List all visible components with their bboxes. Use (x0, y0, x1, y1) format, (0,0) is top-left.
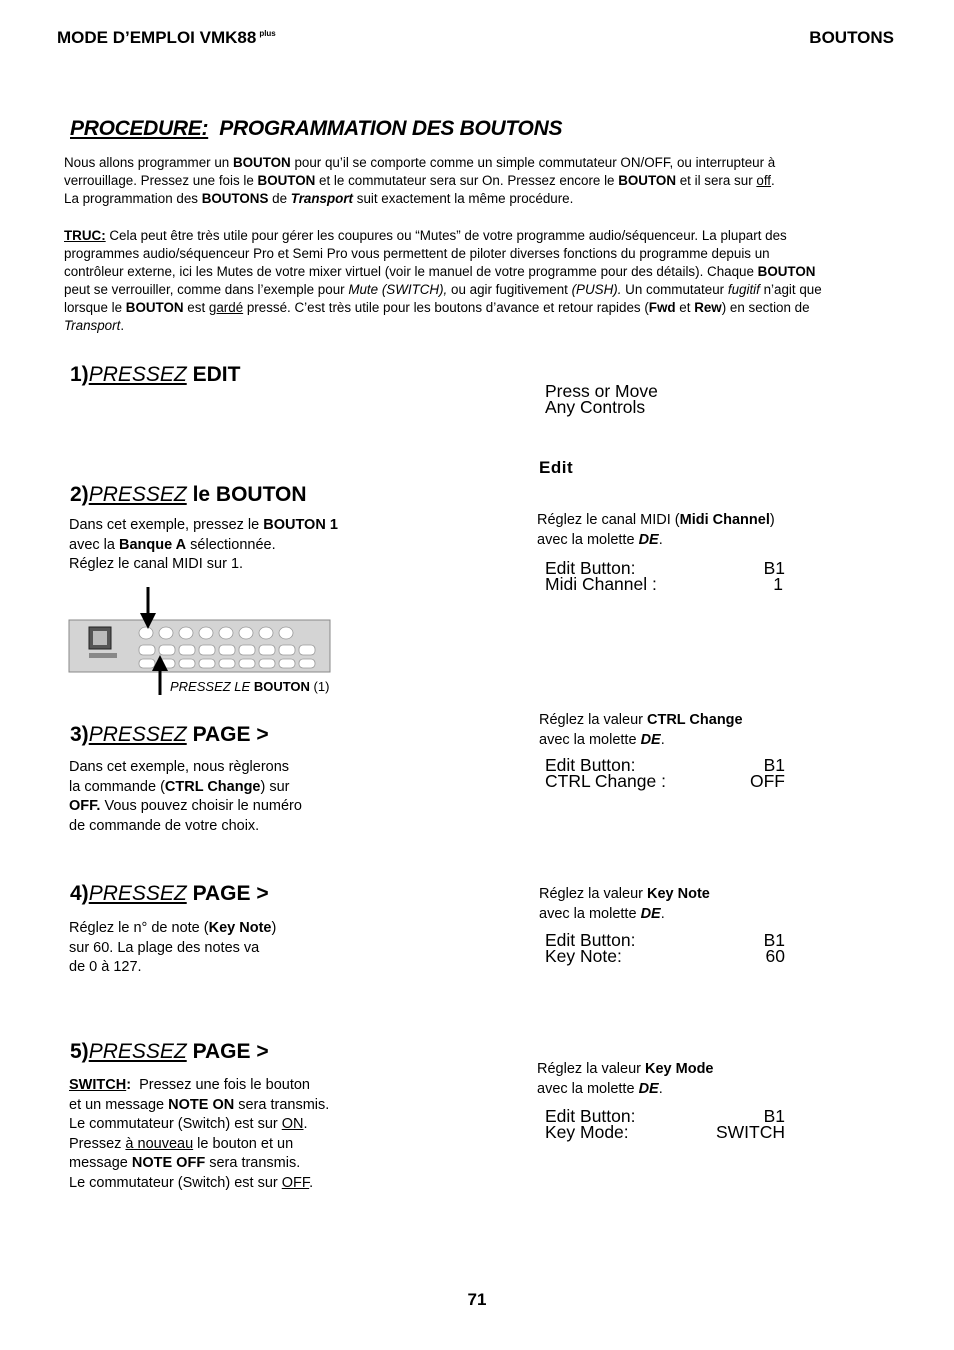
step-1-heading: 1)PRESSEZ EDIT (70, 363, 241, 386)
step-2-heading: 2)PRESSEZ le BOUTON (70, 483, 307, 506)
page-title (70, 117, 562, 141)
tip-label: TRUC: (64, 228, 106, 243)
display-1-line-2: Any Controls (545, 397, 646, 417)
step-3-text: Dans cet exemple, nous règlerons la commande (CTRL Change) sur OFF. Vous pouvez choisir le numéro de commande de votre choix. (69, 759, 302, 834)
step-5-heading: 5)PRESSEZ PAGE > (70, 1040, 269, 1063)
step-2-text: Dans cet exemple, pressez le BOUTON 1 avec la Banque A sélectionnée. Réglez le canal MIDI sur 1. (69, 517, 338, 572)
display-3: Edit Button: B1 CTRL Change : OFF (545, 755, 785, 791)
display-3-note: Réglez la valeur CTRL Change avec la molette DE. (539, 712, 743, 748)
step-4-text: Réglez le n° de note (Key Note) sur 60. La plage des notes va de 0 à 127. (69, 920, 277, 975)
header-sup: plus (259, 29, 276, 39)
display-4-note: Réglez la valeur Key Note avec la molette DE. (539, 886, 710, 922)
header-title (57, 28, 276, 48)
header-section: BOUTONS (809, 28, 894, 47)
step-3-heading: 3)PRESSEZ PAGE > (70, 723, 269, 746)
display-5-note: Réglez la valeur Key Mode avec la molette DE. (537, 1061, 714, 1097)
step-5-text: SWITCH: Pressez une fois le bouton et un message NOTE ON sera transmis. Le commutateur (Switch) est sur ON. Pressez à nouveau le bouton et un message NOTE OFF sera transmis. Le commutateur (Switch) est sur OFF. (69, 1077, 330, 1191)
title-rest: PROGRAMMATION DES BOUTONS (219, 117, 563, 140)
step-4-heading: 4)PRESSEZ PAGE > (70, 882, 269, 905)
tip-paragraph: TRUC: Cela peut être très utile pour gérer les coupures ou “Mutes” de votre programme audio/séquenceur. La plupart des programmes audio/séquenceur Pro et Semi Pro vous permettent de piloter diverses fonctions du programme depuis un contrôleur externe, ici les Mutes de votre mixer virtuel (voir le manuel de votre programme pour des détails). Chaque BOUTON peut se verrouiller, comme dans l’exemple pour Mute (SWITCH), ou agir fugitivement (PUSH). Un commutateur fugitif n’agit que lorsque le BOUTON est gardé pressé. C’est très utile pour les boutons d’avance et retour rapides (Fwd et Rew) en section de Transport. (64, 228, 822, 333)
display-4: Edit Button: B1 Key Note: 60 (545, 930, 785, 966)
title-prefix: PROCEDURE: (70, 117, 209, 140)
edit-label: Edit (539, 458, 574, 477)
header-left-text: MODE D’EMPLOI VMK88 (57, 28, 257, 47)
display-1-line-1: Press or Move (545, 381, 658, 401)
display-2: Edit Button: B1 Midi Channel : 1 (545, 558, 785, 594)
display-5: Edit Button: B1 Key Mode: SWITCH (545, 1106, 785, 1142)
display-1 (545, 383, 658, 415)
display-2-note: Réglez le canal MIDI (Midi Channel) avec la molette DE. (537, 512, 775, 548)
image-caption: PRESSEZ LE BOUTON (1) (170, 679, 330, 694)
page-number: 71 (467, 1290, 487, 1309)
intro-paragraph: Nous allons programmer un BOUTON pour qu’il se comporte comme un simple commutateur ON/OFF, ou interrupteur à verrouillage. Pressez une fois le BOUTON et le commutateur sera sur On. Pressez encore le BOUTON et il sera sur off. La programmation des BOUTONS de Transport suit exactement la même procédure. (64, 155, 776, 206)
